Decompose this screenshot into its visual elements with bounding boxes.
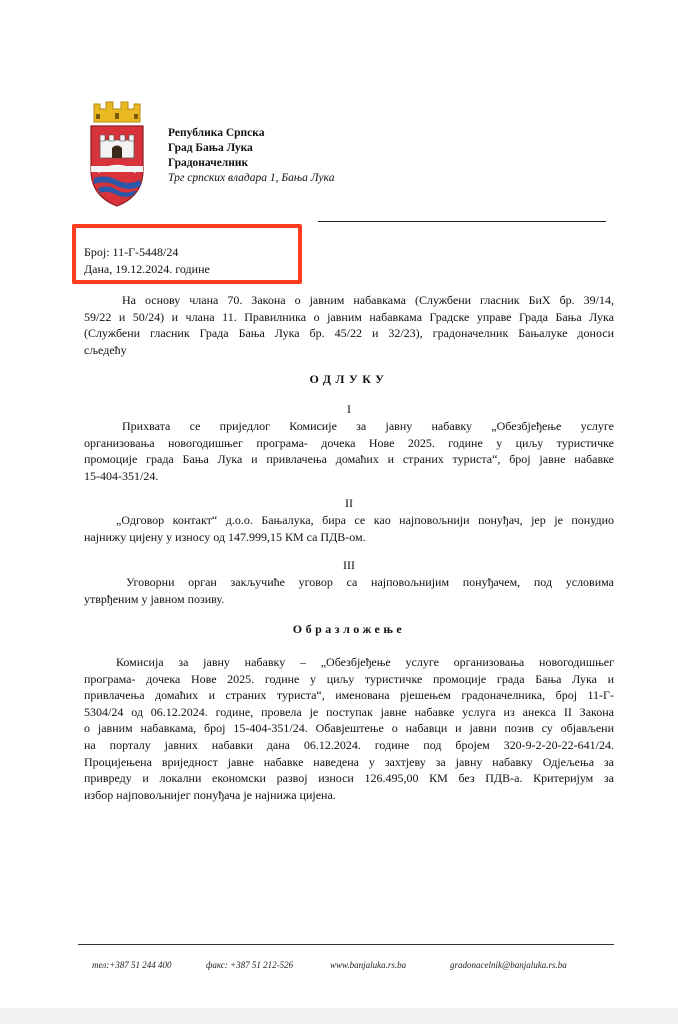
section-3-number: III xyxy=(343,558,355,572)
section-1-line-4: 15-404-351/24. xyxy=(84,468,159,483)
footer-divider xyxy=(78,944,614,945)
section-2-text xyxy=(84,512,614,545)
explanation-paragraph xyxy=(84,654,614,803)
explanation-line-5: о јавним набавкама, број 15-404-351/24. Обавјештење о набавци и јавни позив су објављени xyxy=(84,721,614,736)
intro-paragraph xyxy=(84,292,614,358)
explanation-line-7: Процијењена вриједност јавне набавке наведена у захтјеву за јавну набавку Одјељења за xyxy=(84,754,614,769)
intro-line-4: сљедећу xyxy=(84,342,127,357)
reference-block xyxy=(84,244,210,278)
section-3-text xyxy=(84,574,614,607)
reference-date: Дана, 19.12.2024. године xyxy=(84,262,210,276)
section-1-text xyxy=(84,418,614,484)
section-1-line-3: промоције града Бања Лука и привлачења домаћих и страних туриста“, број јавне набавке xyxy=(84,452,614,467)
page-bottom-band xyxy=(0,1008,678,1024)
footer-fax: факс: +387 51 212-526 xyxy=(206,960,294,970)
section-2-line-2: најнижу цијену у износу од 147.999,15 КМ са ПДВ-ом. xyxy=(84,529,366,544)
section-3-line-1: Уговорни орган закључиће уговор са најповољнијим понуђачем, под условима xyxy=(126,575,614,589)
section-1-line-1: Прихвата се приједлог Комисије за јавну набавку „Обезбјеђење услуге xyxy=(122,419,614,433)
header-city: Град Бања Лука xyxy=(168,142,253,154)
reference-number: Број: 11-Г-5448/24 xyxy=(84,245,179,259)
explanation-line-1: Комисија за јавну набавку – „Обезбјеђење услуге организовања новогодишњег xyxy=(116,655,614,669)
explanation-line-9: избор најповољнијег понуђача је најнижа цијена. xyxy=(84,787,336,802)
header-address: Трг српских владара 1, Бања Лука xyxy=(168,172,335,184)
explanation-line-6: на порталу јавних набавки дана 06.12.2024. године под бројем 320-9-2-20-22-641/24. xyxy=(84,737,614,752)
header-mayor: Градоначелник xyxy=(168,157,249,169)
explanation-line-3: привлачења домаћих и страних туриста“, именована рјешењем градоначелника, број 11-Г- xyxy=(84,688,614,703)
explanation-line-4: 5304/24 од 06.12.2024. године, провела је поступак јавне набавке услуга из анекса II Закона xyxy=(84,704,614,719)
explanation-line-2: програма- дочека Нове 2025. године у циљу туристичке промоције града Бања Лука и xyxy=(84,671,614,686)
intro-line-1: На основу члана 70. Закона о јавним набавкама (Службени гласник БиХ бр. 39/14, xyxy=(122,293,614,307)
section-2-number: II xyxy=(345,496,353,510)
footer-website-link[interactable]: www.banjaluka.rs.ba xyxy=(330,960,407,970)
section-1-number: I xyxy=(347,402,351,416)
header-republic: Република Српска xyxy=(168,127,265,139)
section-3-line-2: утврђеним у јавном позиву. xyxy=(84,591,225,606)
city-crest-icon xyxy=(86,100,148,210)
header-divider xyxy=(318,221,606,222)
footer-email-link[interactable]: gradonacelnik@banjaluka.rs.ba xyxy=(450,960,567,970)
intro-line-3: (Службени гласник Града Бања Лука бр. 45/22 и 32/23), градоначелник Бањалуке доноси xyxy=(84,326,614,341)
intro-line-2: 59/22 и 50/24) и члана 11. Правилника о јавним набавкама Градске управе Града Бања Лука xyxy=(84,309,614,324)
section-2-line-1: „Одговор контакт“ д.о.о. Бањалука, бира се као најповољнији понуђач, јер је понудио xyxy=(116,513,614,527)
explanation-line-8: привреду и локални економски развој износи 126.495,00 КМ без ПДВ-а. Критеријум за xyxy=(84,771,614,786)
document-title: ОДЛУКУ xyxy=(309,372,389,386)
explanation-title: Образложење xyxy=(292,622,406,636)
footer-phone: тел:+387 51 244 400 xyxy=(92,960,172,970)
issuer-header xyxy=(168,126,334,186)
section-1-line-2: организовања новогодишњег програма- дочека Нове 2025. године у циљу туристичке xyxy=(84,435,614,450)
